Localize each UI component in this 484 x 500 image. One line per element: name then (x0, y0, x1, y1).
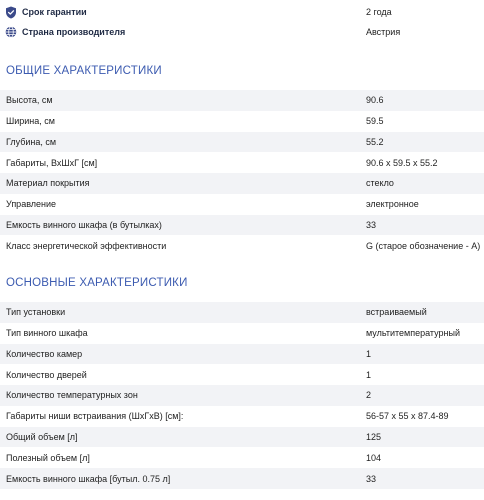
spec-label: Количество температурных зон (6, 390, 138, 401)
spec-value: 90.6 (366, 95, 384, 106)
spec-value: G (старое обозначение - A) (366, 240, 481, 251)
spec-row (0, 385, 484, 406)
spec-value: 1 (366, 369, 372, 380)
spec-label: Ширина, см (6, 116, 55, 127)
spec-label: Габариты ниши встраивания (ШхГхВ) [см]: (6, 411, 184, 422)
spec-label: Емкость винного шкафа (в бутылках) (6, 220, 162, 231)
spec-label: Материал покрытия (6, 178, 90, 189)
spec-row (0, 152, 484, 173)
spec-label: Класс энергетической эффективности (6, 240, 167, 251)
warranty-value: 2 года (366, 7, 392, 17)
spec-row (0, 427, 484, 448)
spec-value: встраиваемый (366, 307, 427, 318)
country-value: Австрия (366, 27, 401, 37)
spec-label: Количество камер (6, 348, 83, 359)
spec-label: Управление (6, 199, 57, 210)
spec-row (0, 90, 484, 111)
shield-check-icon (4, 5, 18, 19)
spec-row (0, 406, 484, 427)
spec-label: Емкость винного шкафа [бутыл. 0.75 л] (6, 473, 171, 484)
spec-row (0, 236, 484, 257)
spec-value: 1 (366, 348, 372, 359)
section-title-general: ОБЩИЕ ХАРАКТЕРИСТИКИ (6, 65, 162, 77)
spec-label: Полезный объем [л] (6, 452, 90, 463)
spec-value: 59.5 (366, 116, 384, 127)
warranty-row (0, 2, 484, 22)
section-title-main: ОСНОВНЫЕ ХАРАКТЕРИСТИКИ (6, 277, 188, 289)
spec-row (0, 215, 484, 236)
spec-row (0, 323, 484, 344)
spec-label: Тип винного шкафа (6, 328, 88, 339)
spec-row (0, 448, 484, 469)
spec-row (0, 468, 484, 489)
globe-icon (4, 25, 18, 39)
spec-row (0, 344, 484, 365)
spec-label: Высота, см (6, 95, 53, 106)
spec-value: электронное (366, 199, 419, 210)
spec-value: мультитемпературный (366, 328, 460, 339)
spec-label: Общий объем [л] (6, 432, 78, 443)
spec-value: 56-57 x 55 x 87.4-89 (366, 411, 449, 422)
country-row (0, 22, 484, 42)
spec-value: 104 (366, 452, 382, 463)
country-label: Страна производителя (22, 27, 126, 37)
warranty-label: Срок гарантии (22, 7, 87, 17)
spec-row (0, 132, 484, 153)
spec-value: 33 (366, 220, 377, 231)
spec-label: Глубина, см (6, 136, 57, 147)
spec-row (0, 111, 484, 132)
spec-row (0, 364, 484, 385)
spec-row (0, 194, 484, 215)
spec-value: 55.2 (366, 136, 384, 147)
spec-value: стекло (366, 178, 394, 189)
spec-row (0, 173, 484, 194)
spec-value: 2 (366, 390, 372, 401)
spec-value: 33 (366, 473, 377, 484)
spec-row (0, 302, 484, 323)
spec-label: Габариты, ВхШхГ [см] (6, 157, 98, 168)
spec-label: Количество дверей (6, 369, 87, 380)
spec-value: 90.6 x 59.5 x 55.2 (366, 157, 438, 168)
spec-label: Тип установки (6, 307, 66, 318)
spec-value: 125 (366, 432, 382, 443)
